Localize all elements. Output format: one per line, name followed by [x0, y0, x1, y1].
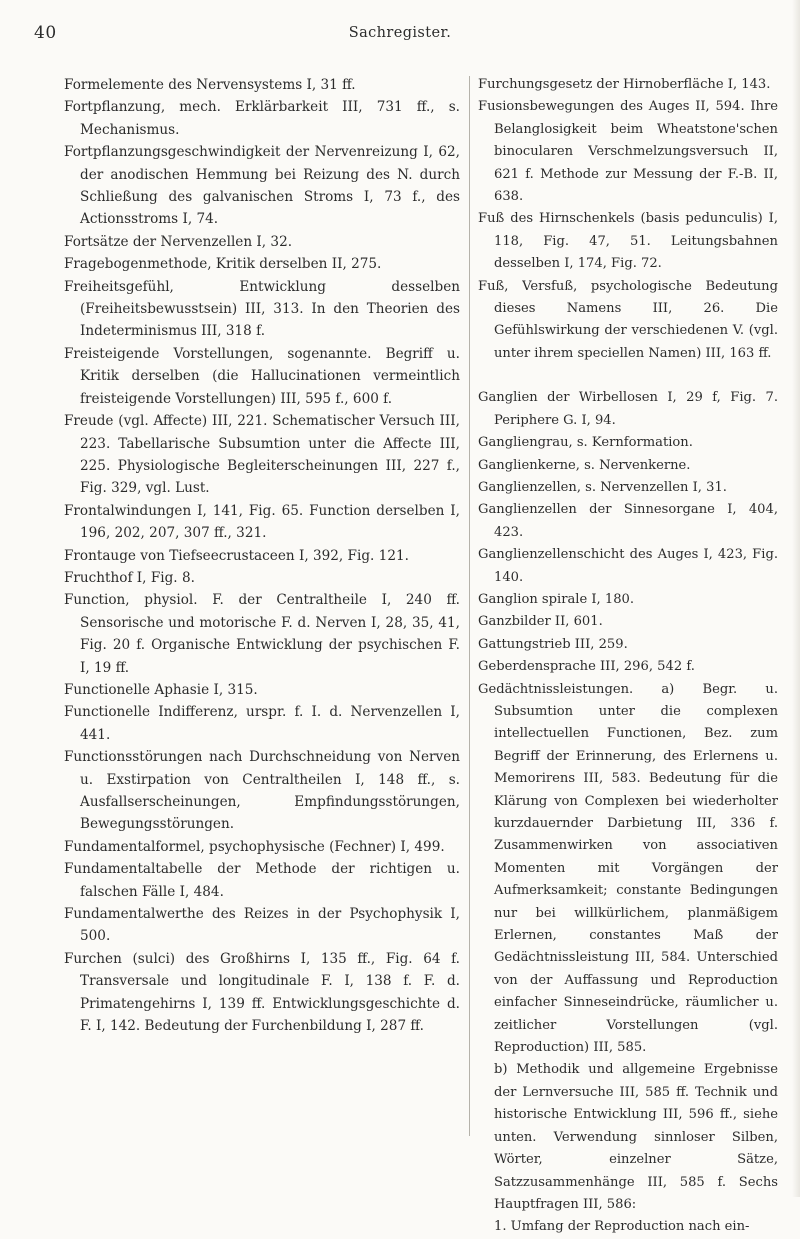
index-entry: Fuß, Versfuß, psychologische Bedeutung dieses Namens III, 26. Die Gefühlswirkung der verschiedenen V. (vgl. unter ihrem speciellen Namen) III, 163 ff.: [478, 278, 778, 361]
index-entry: Function, physiol. F. der Centraltheile I, 240 ff. Sensorische und motorische F. d. Nerven I, 28, 35, 41, Fig. 20 f. Organische Entwicklung der psychischen F. I, 19 ff.: [64, 592, 460, 676]
right-column: [478, 74, 778, 1239]
index-entry: Frontalwindungen I, 141, Fig. 65. Function derselben I, 196, 202, 207, 307 ff., 321.: [64, 502, 460, 542]
index-subentry: 1. Umfang der Reproduction nach ein-: [494, 1219, 750, 1235]
index-entry: Ganzbilder II, 601.: [478, 614, 603, 630]
index-entry: Fortsätze der Nervenzellen I, 32.: [64, 233, 293, 250]
running-head: Sachregister.: [348, 25, 452, 41]
index-entry: Functionsstörungen nach Durchschneidung von Nerven u. Exstirpation von Centraltheilen I, 148 ff., s. Ausfallserscheinungen, Empfindungsstörungen, Bewegungsstörungen.: [64, 749, 460, 833]
index-entry: Freisteigende Vorstellungen, sogenannte. Begriff u. Kritik derselben (die Hallucinationen vermeintlich freisteigende Vorstellungen) III, 595 f., 600 f.: [64, 345, 460, 407]
index-entry: Freiheitsgefühl, Entwicklung desselben (Freiheitsbewusstsein) III, 313. In den Theorien des Indeterminismus III, 318 f.: [64, 278, 460, 340]
index-entry: Freude (vgl. Affecte) III, 221. Schematischer Versuch III, 223. Tabellarische Subsumtion unter die Affecte III, 225. Physiologische Begleiterscheinungen III, 227 f., Fig. 329, vgl. Lust.: [64, 413, 460, 497]
index-entry: Fundamentalformel, psychophysische (Fechner) I, 499.: [64, 838, 445, 855]
index-entry: Gedächtnissleistungen. a) Begr. u. Subsumtion unter die complexen intellectuellen Functionen, Bez. zum Begriff der Erinnerung, des Erlernens u. Memorirens III, 583. Bedeutung für die Klärung von Complexen bei wiederholter kurzdauernder Darbietung III, 336 f. Zusammenwirken von associativen Momenten mit Vorgängen der Aufmerksamkeit; constante Bedingungen nur bei willkürlichem, planmäßigem Erlernen, constantes Maß der Gedächtnissleistung III, 584. Unterschied von der Auffassung und Reproduction einfacher Sinneseindrücke, räumlicher u. zeitlicher Vorstellungen (vgl. Reproduction) III, 585.: [478, 681, 778, 1056]
index-entry: Functionelle Indifferenz, urspr. f. I. d. Nervenzellen I, 441.: [64, 704, 460, 743]
index-entry: Ganglion spirale I, 180.: [478, 591, 635, 607]
index-entry: Gangliengrau, s. Kernformation.: [478, 435, 693, 451]
index-entry: Geberdensprache III, 296, 542 f.: [478, 659, 695, 675]
index-entry: Gattungstrieb III, 259.: [478, 636, 628, 652]
index-entry: Fortpflanzungsgeschwindigkeit der Nervenreizung I, 62, der anodischen Hemmung bei Reizung des N. durch Schließung des galvanischen Stroms I, 73 f., des Actionsstroms I, 74.: [64, 144, 460, 228]
index-entry: Ganglien der Wirbellosen I, 29 f, Fig. 7. Periphere G. I, 94.: [478, 390, 778, 428]
index-entry: Fundamentaltabelle der Methode der richtigen u. falschen Fälle I, 484.: [64, 861, 460, 900]
index-entry: Fruchthof I, Fig. 8.: [64, 569, 195, 586]
index-entry: Fuß des Hirnschenkels (basis pedunculis) I, 118, Fig. 47, 51. Leitungsbahnen desselben I, 174, Fig. 72.: [478, 211, 778, 272]
index-entry: Furchen (sulci) des Großhirns I, 135 ff., Fig. 64 f. Transversale und longitudinale F. I, 138 f. F. d. Primatengehirns I, 139 ff. Entwicklungsgeschichte d. F. I, 142. Bedeutung der Furchenbildung I, 287 ff.: [64, 950, 460, 1035]
index-entry: Furchungsgesetz der Hirnoberfläche I, 143.: [478, 77, 771, 92]
index-entry: Ganglienkerne, s. Nervenkerne.: [478, 457, 691, 473]
column-divider: [469, 76, 470, 1136]
index-subentry: b) Methodik und allgemeine Ergebnisse der Lernversuche III, 585 ff. Technik und historische Entwicklung III, 596 ff., siehe unten. Verwendung sinnloser Silben, Wörter, einzelner Sätze, Satzzusammenhänge III, 585 f. Sechs Hauptfragen III, 586:: [494, 1062, 778, 1212]
index-entry: Fundamentalwerthe des Reizes in der Psychophysik I, 500.: [64, 906, 460, 945]
index-entry: Ganglienzellen der Sinnesorgane I, 404, 423.: [478, 502, 778, 540]
index-entry: Fortpflanzung, mech. Erklärbarkeit III, 731 ff., s. Mechanismus.: [64, 99, 460, 138]
index-entry: Fragebogenmethode, Kritik derselben II, 275.: [64, 256, 382, 273]
index-entry: Ganglienzellenschicht des Auges I, 423, Fig. 140.: [478, 547, 778, 585]
index-entry: Frontauge von Tiefseecrustaceen I, 392, Fig. 121.: [64, 547, 409, 564]
index-entry: Formelemente des Nervensystems I, 31 ff.: [64, 77, 356, 93]
left-column: [64, 74, 460, 1037]
index-entry: Ganglienzellen, s. Nervenzellen I, 31.: [478, 479, 727, 495]
page-edge-shadow: [792, 0, 800, 1197]
page-number: 40: [34, 23, 57, 43]
index-entry: Functionelle Aphasie I, 315.: [64, 681, 258, 698]
index-entry: Fusionsbewegungen des Auges II, 594. Ihre Belanglosigkeit beim Wheatstone'schen binocularen Verschmelzungsversuch II, 621 f. Methode zur Messung der F.-B. II, 638.: [478, 99, 778, 205]
